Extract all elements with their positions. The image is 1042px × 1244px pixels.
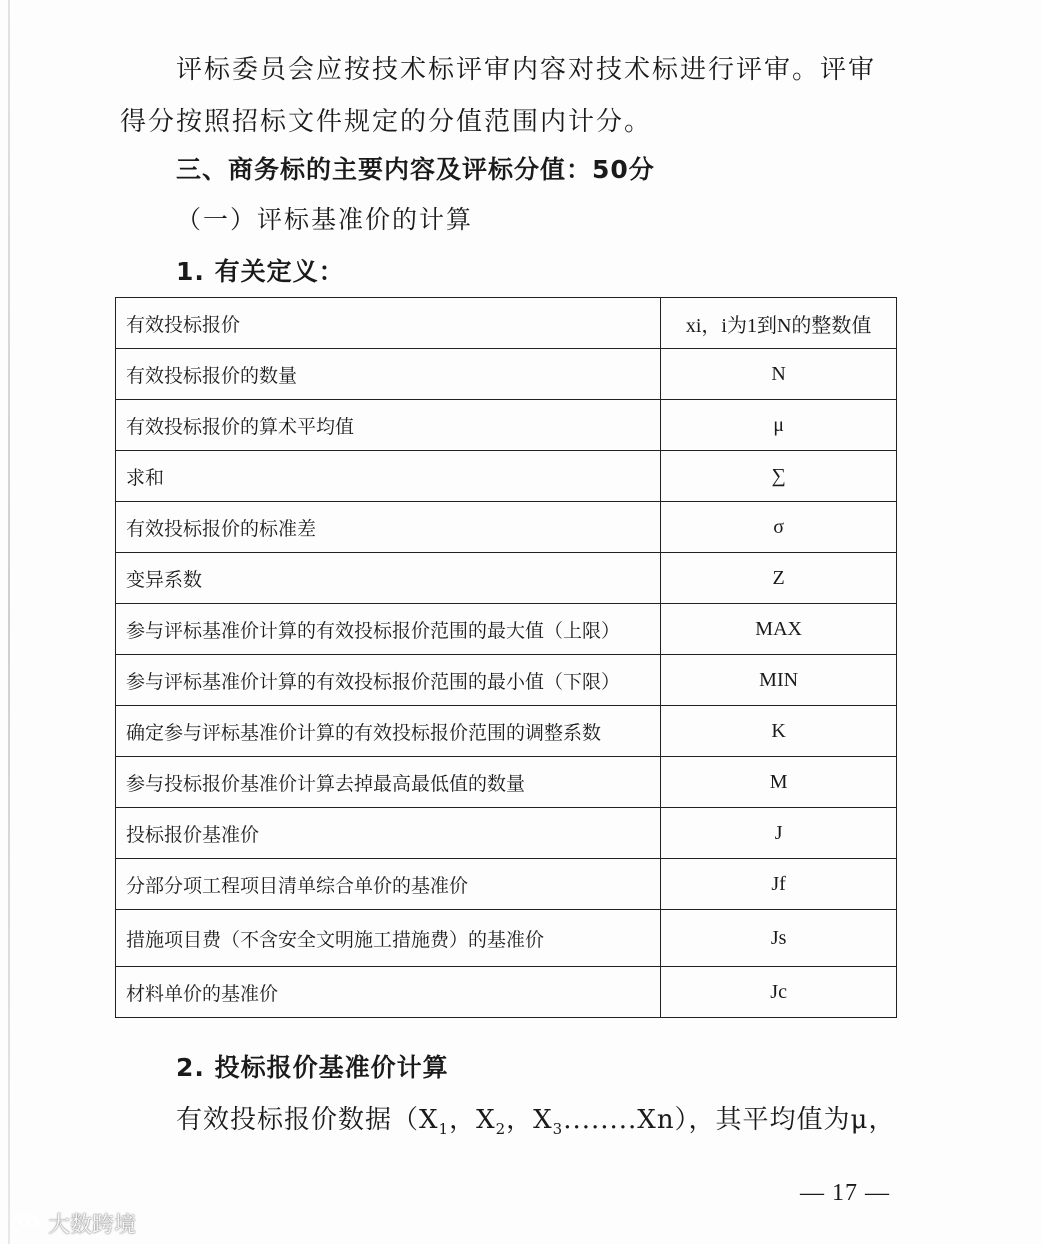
definition-symbol: Jc	[661, 967, 897, 1018]
table-row	[116, 967, 897, 1018]
definition-symbol: K	[661, 706, 897, 757]
table-row	[116, 604, 897, 655]
definition-symbol: M	[661, 757, 897, 808]
definition-symbol: ∑	[661, 451, 897, 502]
table-row	[116, 808, 897, 859]
definition-symbol: Js	[661, 910, 897, 967]
page-edge-shadow	[8, 0, 10, 1244]
table-row	[116, 400, 897, 451]
definition-term: 确定参与评标基准价计算的有效投标报价范围的调整系数	[116, 706, 661, 757]
definition-term: 措施项目费（不含安全文明施工措施费）的基准价	[116, 910, 661, 967]
paragraph-technical-review	[120, 44, 900, 148]
table-row	[116, 451, 897, 502]
definition-term: 参与评标基准价计算的有效投标报价范围的最小值（下限）	[116, 655, 661, 706]
definitions-table-body	[116, 298, 897, 1018]
heading-benchmark-calculation: 2. 投标报价基准价计算	[176, 1053, 449, 1082]
definition-term: 参与投标报价基准价计算去掉最高最低值的数量	[116, 757, 661, 808]
bid-data-sub-3: 3	[552, 1120, 564, 1139]
bid-data-prefix: 有效投标报价数据（X	[176, 1105, 439, 1135]
watermark-logo-icon	[8, 1211, 44, 1237]
definition-symbol: N	[661, 349, 897, 400]
bid-data-sep-2: ，X	[506, 1105, 553, 1135]
definition-term: 有效投标报价的数量	[116, 349, 661, 400]
definition-term: 有效投标报价	[116, 298, 661, 349]
table-row	[116, 859, 897, 910]
bid-data-sub-2: 2	[495, 1120, 507, 1139]
definition-term: 有效投标报价的标准差	[116, 502, 661, 553]
watermark	[8, 1208, 136, 1239]
page-number: — 17 —	[800, 1180, 890, 1206]
heading-definitions: 1. 有关定义：	[176, 257, 345, 286]
definition-symbol: MIN	[661, 655, 897, 706]
definition-symbol: MAX	[661, 604, 897, 655]
paragraph-valid-bid-data	[176, 1094, 916, 1155]
definition-symbol: σ	[661, 502, 897, 553]
definition-term: 有效投标报价的算术平均值	[116, 400, 661, 451]
definitions-table	[115, 297, 897, 1018]
table-row	[116, 757, 897, 808]
watermark-text: 大数跨境	[48, 1213, 137, 1238]
definition-symbol: J	[661, 808, 897, 859]
table-row	[116, 298, 897, 349]
definition-symbol: Z	[661, 553, 897, 604]
definition-symbol: μ	[661, 400, 897, 451]
heading-business-bid: 三、商务标的主要内容及评标分值：50分	[176, 155, 655, 184]
table-row	[116, 349, 897, 400]
bid-data-suffix: ........Xn），其平均值为μ，	[563, 1105, 896, 1135]
paragraph-technical-review-text: 评标委员会应按技术标评审内容对技术标进行评审。评审得分按照招标文件规定的分值范围内计分。	[120, 55, 877, 137]
definition-term: 投标报价基准价	[116, 808, 661, 859]
table-row	[116, 910, 897, 967]
definition-symbol: xi，i为1到N的整数值	[661, 298, 897, 349]
table-row	[116, 502, 897, 553]
definition-term: 参与评标基准价计算的有效投标报价范围的最大值（上限）	[116, 604, 661, 655]
definition-term: 分部分项工程项目清单综合单价的基准价	[116, 859, 661, 910]
table-row	[116, 706, 897, 757]
table-row	[116, 655, 897, 706]
definition-term: 材料单价的基准价	[116, 967, 661, 1018]
bid-data-sub-1: 1	[438, 1120, 450, 1139]
heading-benchmark-price: （一）评标基准价的计算	[176, 205, 474, 234]
definition-term: 求和	[116, 451, 661, 502]
bid-data-sep-1: ，X	[449, 1105, 496, 1135]
table-row	[116, 553, 897, 604]
definition-term: 变异系数	[116, 553, 661, 604]
definition-symbol: Jf	[661, 859, 897, 910]
